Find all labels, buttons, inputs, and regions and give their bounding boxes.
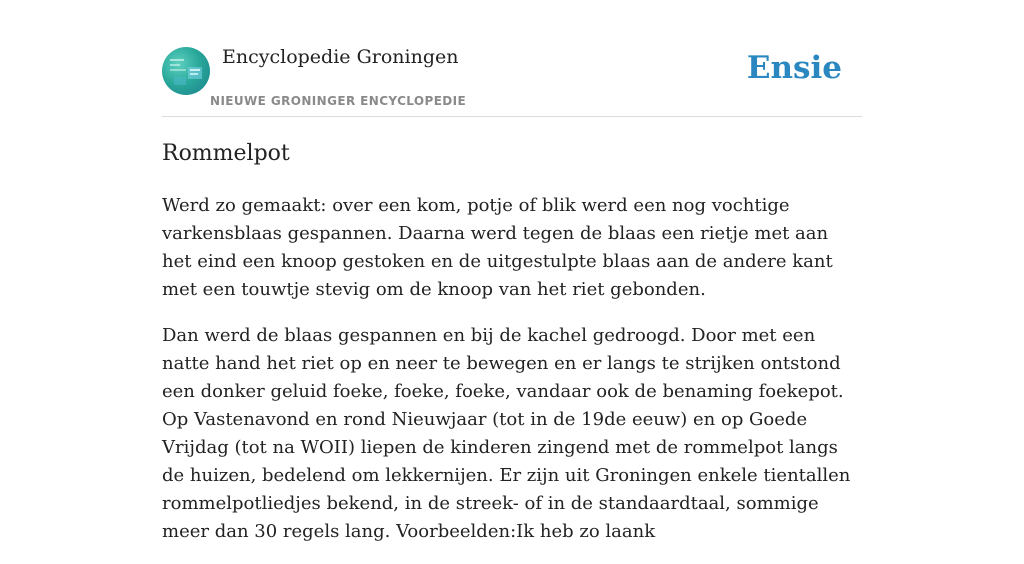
article-title: Rommelpot	[162, 141, 290, 166]
site-header	[162, 40, 862, 117]
encyclopedia-logo-icon[interactable]	[162, 47, 210, 95]
article-content	[162, 138, 862, 564]
article-paragraph-2: Dan werd de blaas gespannen en bij de kachel gedroogd. Door met een natte hand het riet op en neer te bewegen en er langs te strijken ontstond een donker geluid foeke, foeke, foeke, vandaar ook de benaming foekepot. Op Vastenavond en rond Nieuwjaar (tot in de 19de eeuw) en op Goede Vrijdag (tot na WOII) liepen de kinderen zingend met de rommelpot langs de huizen, bedelend om lekkernijen. Er zijn uit Groningen enkele tientallen rommelpotliedjes bekend, in de streek- of in de standaardtaal, sommige meer dan 30 regels lang. Voorbeelden:Ik heb zo laank	[162, 325, 851, 542]
site-title-link[interactable]: Encyclopedie Groningen	[222, 46, 459, 68]
ensie-brand-link[interactable]: Ensie	[746, 50, 842, 86]
article-paragraph-1: Werd zo gemaakt: over een kom, potje of blik werd een nog vochtige varkensblaas gespannen. Daarna werd tegen de blaas een rietje met aan het eind een knoop gestoken en de uitgestulpte blaas aan de andere kant met een touwtje stevig om de knoop van het riet gebonden.	[162, 195, 833, 300]
site-subtitle: NIEUWE GRONINGER ENCYCLOPEDIE	[210, 94, 467, 108]
